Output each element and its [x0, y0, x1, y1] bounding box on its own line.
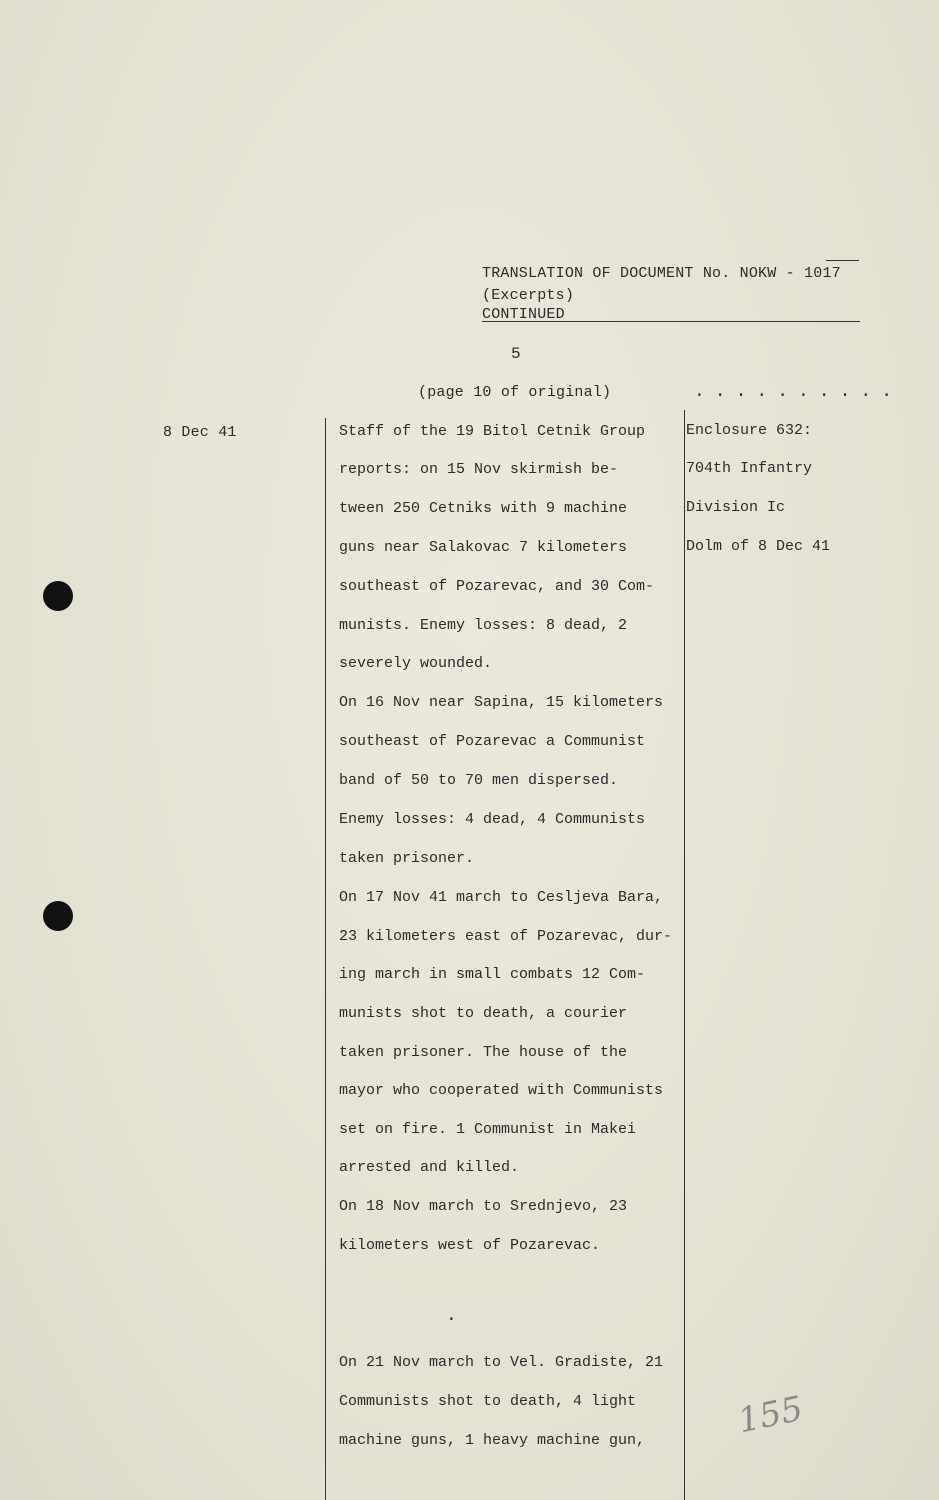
- body-line: mayor who cooperated with Communists: [339, 1082, 664, 1099]
- margin-reference-line: Enclosure 632:: [686, 422, 813, 439]
- continued-underline: [482, 321, 860, 322]
- body-line: tween 250 Cetniks with 9 machine: [339, 500, 628, 517]
- document-title: TRANSLATION OF DOCUMENT No. NOKW - 1017: [482, 265, 841, 282]
- body-line: 23 kilometers east of Pozarevac, dur-: [339, 928, 673, 945]
- body-line: kilometers west of Pozarevac.: [339, 1237, 601, 1254]
- body-line: set on fire. 1 Communist in Makei: [339, 1121, 637, 1138]
- entry-date: 8 Dec 41: [163, 424, 237, 441]
- left-column-rule: [325, 418, 326, 1500]
- body-line: band of 50 to 70 men dispersed.: [339, 772, 619, 789]
- body-line: On 21 Nov march to Vel. Gradiste, 21: [339, 1354, 664, 1371]
- body-line: guns near Salakovac 7 kilometers: [339, 539, 628, 556]
- body-line: On 18 Nov march to Srednjevo, 23: [339, 1198, 628, 1215]
- margin-reference-line: Dolm of 8 Dec 41: [686, 538, 831, 555]
- title-overline: [826, 260, 859, 261]
- body-line: southeast of Pozarevac a Communist: [339, 733, 646, 750]
- body-line: munists. Enemy losses: 8 dead, 2: [339, 617, 628, 634]
- document-subtitle: (Excerpts): [482, 287, 575, 304]
- body-line: taken prisoner. The house of the: [339, 1044, 628, 1061]
- body-line: Communists shot to death, 4 light: [339, 1393, 637, 1410]
- page-number: 5: [511, 345, 521, 363]
- body-line: taken prisoner.: [339, 850, 475, 867]
- body-line: arrested and killed.: [339, 1159, 520, 1176]
- right-column-rule: [684, 410, 685, 1500]
- continued-label: CONTINUED: [482, 306, 565, 323]
- punch-hole: [43, 901, 73, 931]
- body-line: machine guns, 1 heavy machine gun,: [339, 1432, 646, 1449]
- body-line: On 16 Nov near Sapina, 15 kilometers: [339, 694, 664, 711]
- body-line: severely wounded.: [339, 655, 493, 672]
- body-line: ing march in small combats 12 Com-: [339, 966, 646, 983]
- body-line: munists shot to death, a courier: [339, 1005, 628, 1022]
- body-line: southeast of Pozarevac, and 30 Com-: [339, 578, 655, 595]
- body-line: reports: on 15 Nov skirmish be-: [339, 461, 619, 478]
- margin-reference-line: 704th Infantry: [686, 460, 813, 477]
- margin-reference-line: Division Ic: [686, 499, 786, 516]
- punch-hole: [43, 581, 73, 611]
- body-line: On 17 Nov 41 march to Cesljeva Bara,: [339, 889, 664, 906]
- original-page-reference: (page 10 of original): [418, 384, 612, 401]
- ellipsis-dots: ..........: [694, 382, 903, 402]
- body-line: Staff of the 19 Bitol Cetnik Group: [339, 423, 646, 440]
- body-line: Enemy losses: 4 dead, 4 Communists: [339, 811, 646, 828]
- handwritten-page-number: 155: [734, 1388, 807, 1442]
- gap-dot: ·: [446, 1310, 458, 1330]
